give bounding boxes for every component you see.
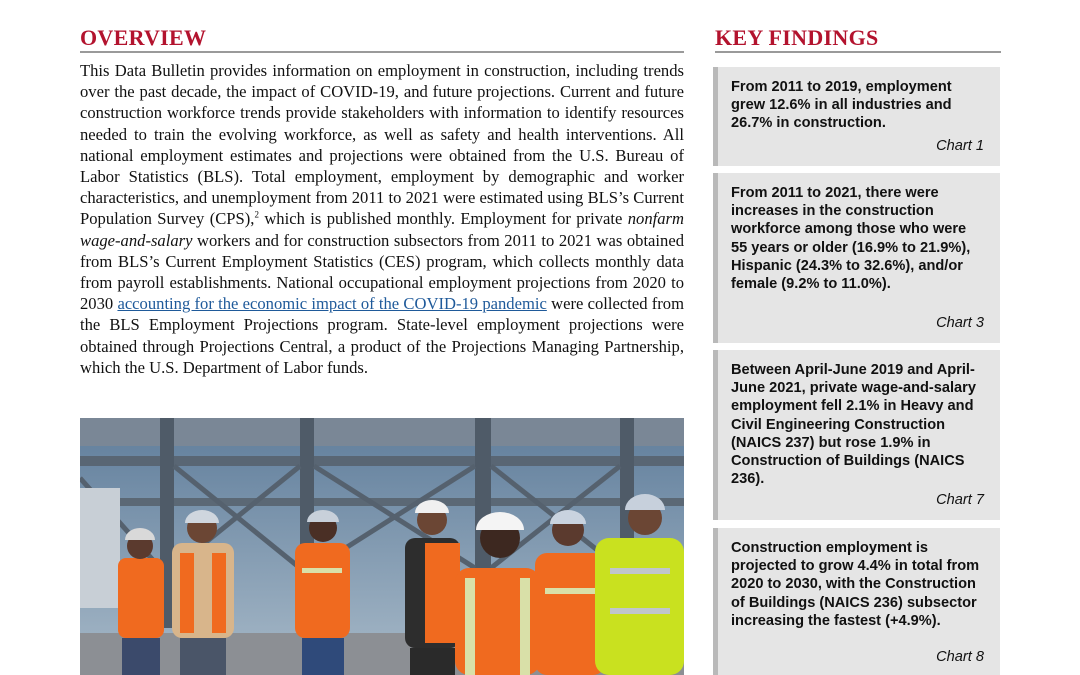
key-finding-text: Construction employment is projected to grow 4.4% in total from 2020 to 2030, with the Construction of Buildings (NAICS 236) subsector increasing the fastest (+4.9%).: [731, 540, 980, 629]
overview-text-part3: workers and for construction subsectors from 2011 to 2021 was obtained from BLS’s Current Employment Statistics (CES) program, which collects monthly data from payroll establishments. National occupational employment projections from 2020 to 2030: [80, 230, 684, 314]
key-finding-text: Between April-June 2019 and April-June 2021, private wage-and-salary employment fell 2.1% in Heavy and Civil Engineering Construction (NAICS 237) but rose 1.9% in Construction of Buildings (NAICS 236).: [731, 362, 976, 488]
overview-heading: OVERVIEW: [80, 25, 207, 50]
chart-reference: Chart 7: [936, 492, 984, 508]
key-finding-box: [713, 173, 1000, 343]
key-finding-text: From 2011 to 2021, there were increases in the construction workforce among those who were 55 years or older (16.9% to 21.9%), Hispanic (24.3% to 32.6%), and/or female (9.2% to 11.0%).: [731, 185, 971, 293]
overview-text-part2: which is published monthly. Employment for private: [258, 209, 628, 229]
overview-divider: [80, 51, 684, 53]
chart-reference: Chart 8: [936, 649, 984, 665]
footnote-ref[interactable]: 2: [254, 209, 259, 220]
key-finding-box: [713, 528, 1000, 675]
overview-text-part4: were collected from the BLS Employment Projections program. State-level employment projections were obtained through Projections Central, a product of the Projections Managing Partnership, which the U.S. Department of Labor funds.: [80, 294, 685, 377]
chart-reference: Chart 3: [936, 315, 984, 331]
key-findings-heading: KEY FINDINGS: [715, 25, 879, 50]
covid-impact-link[interactable]: accounting for the economic impact of the COVID-19 pandemic: [117, 294, 547, 314]
construction-workers-photo: [80, 418, 684, 675]
key-finding-text: From 2011 to 2019, employment grew 12.6% in all industries and 26.7% in construction.: [731, 79, 952, 132]
overview-body: [80, 60, 684, 378]
italic-term: nonfarm wage-and-salary: [80, 209, 684, 250]
key-finding-box: [713, 67, 1000, 166]
key-findings-divider: [715, 51, 1001, 53]
key-finding-box: [713, 350, 1000, 520]
chart-reference: Chart 1: [936, 138, 984, 154]
overview-text-part1: This Data Bulletin provides information on employment in construction, including trends over the past decade, the impact of COVID-19, and future projections. Current and future construction workforce trends provide stakeholders with information to identify resources needed to train the evolving workforce, as well as safety and health interventions. All national employment estimates and projections were obtained from the U.S. Bureau of Labor Statistics (BLS). Total employment, employment by demographic and worker characteristics, and unemployment from 2011 to 2021 were estimated using BLS’s Current Population Survey (CPS),: [80, 61, 684, 229]
overview-paragraph: [80, 60, 684, 378]
